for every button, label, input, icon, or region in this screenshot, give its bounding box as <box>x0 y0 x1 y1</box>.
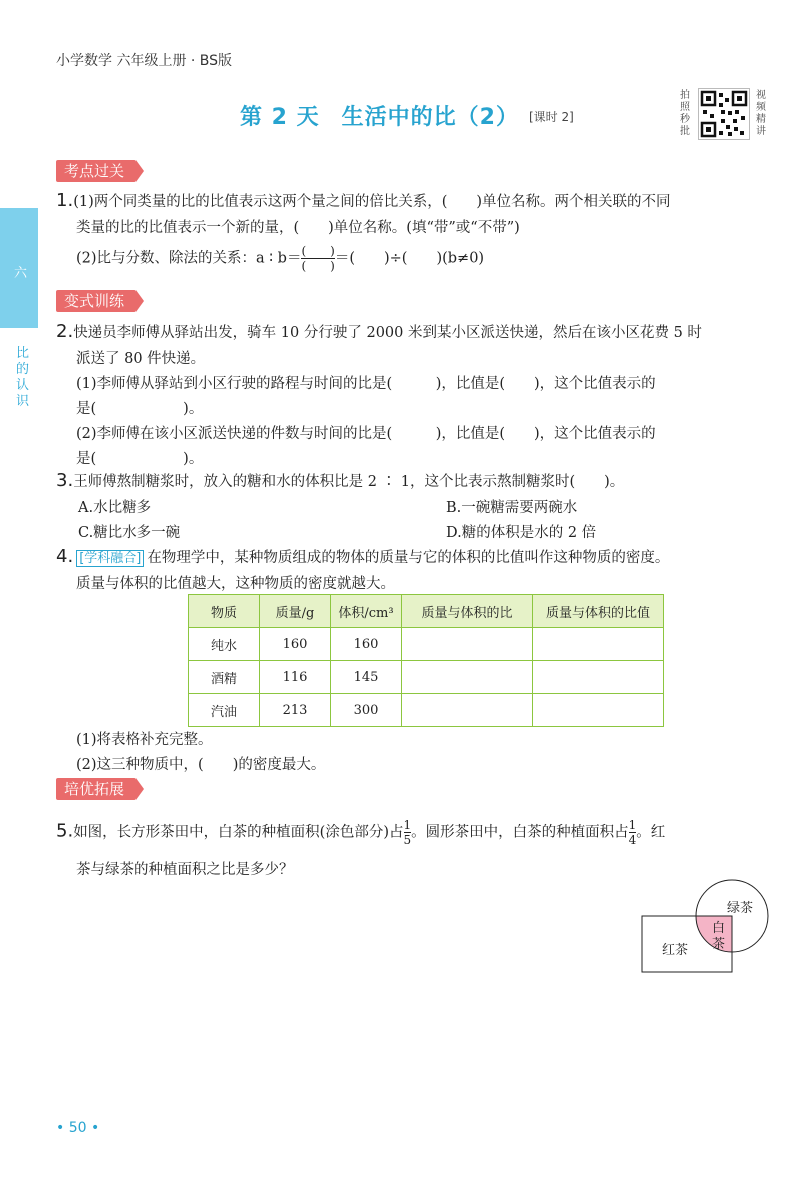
table-cell: 116 <box>260 661 331 694</box>
q3-text: 王师傅熬制糖浆时，放入的糖和水的体积比是 2 ∶ 1，这个比表示熬制糖浆时( )。 <box>73 474 625 490</box>
qr-left-label: 拍照秒批 <box>680 90 690 137</box>
q5-number: 5. <box>56 820 74 842</box>
table-answer-cell[interactable] <box>402 694 533 727</box>
table-cell: 160 <box>260 628 331 661</box>
q1-fraction <box>301 244 334 273</box>
subject-tag: [学科融合] <box>76 550 144 567</box>
q2-text-1: 快递员李师傅从驿站出发，骑车 10 分行驶了 2000 米到某小区派送快递，然后在该小区花费 5 时 <box>73 325 702 341</box>
q1-line-2: 类量的比的比值表示一个新的量，( )单位名称。(填“带”或“不带”) <box>76 220 520 236</box>
q1-frac-den: ( ) <box>301 259 335 273</box>
chapter-topic: 比的认识 <box>16 346 30 409</box>
q2-line-2: 派送了 80 件快递。 <box>76 351 206 367</box>
density-table <box>188 594 664 727</box>
page-title <box>240 100 574 131</box>
q1-division-text: ＝( )÷( )(b≠0) <box>334 250 485 267</box>
q1-text-1: (1)两个同类量的比的比值表示这两个量之间的倍比关系，( )单位名称。两个相关联的不同 <box>73 194 671 210</box>
q1-line-3 <box>76 244 484 273</box>
q3-option-a: A.水比糖多 <box>78 500 152 516</box>
frac1-num: 1 <box>403 818 412 832</box>
chapter-number: 六 <box>14 266 28 281</box>
q5-text-b: 。圆形茶田中，白茶的种植面积占 <box>411 824 629 841</box>
q5-fraction-1 <box>404 818 412 847</box>
q2-line-6: 是( )。 <box>76 451 204 467</box>
qr-right-label: 视频精讲 <box>756 90 766 137</box>
q3-option-b: B.一碗糖需要两碗水 <box>446 500 578 516</box>
q3-option-d: D.糖的体积是水的 2 倍 <box>446 525 597 541</box>
page-number: • 50 • <box>56 1120 100 1136</box>
table-header-cell: 质量/g <box>260 595 331 628</box>
table-answer-cell[interactable] <box>402 628 533 661</box>
table-cell: 纯水 <box>189 628 260 661</box>
title-text: 生活中的比（2） <box>341 105 519 130</box>
lesson-label: [课时 2] <box>528 110 574 124</box>
q4-line-1 <box>56 546 669 567</box>
table-row <box>189 628 664 661</box>
q3-option-c: C.糖比水多一碗 <box>78 525 181 541</box>
white-tea-label-2: 茶 <box>712 937 726 952</box>
table-cell: 酒精 <box>189 661 260 694</box>
table-cell: 213 <box>260 694 331 727</box>
table-cell: 300 <box>331 694 402 727</box>
section-tag-1: 考点过关 <box>56 160 136 182</box>
q1-ratio-text: (2)比与分数、除法的关系：a ∶ b＝ <box>76 250 302 267</box>
q3-number: 3. <box>56 470 74 491</box>
table-answer-cell[interactable] <box>533 628 664 661</box>
q2-line-5: (2)李师傅在该小区派送快递的件数与时间的比是( )，比值是( )，这个比值表示的 <box>76 426 656 442</box>
q2-number: 2. <box>56 321 74 342</box>
table-header-cell: 体积/cm³ <box>331 595 402 628</box>
table-cell: 汽油 <box>189 694 260 727</box>
q4-sub-2: (2)这三种物质中，( )的密度最大。 <box>76 757 326 773</box>
frac2-num: 1 <box>628 818 637 832</box>
q4-line-2: 质量与体积的比值越大，这种物质的密度就越大。 <box>76 576 395 592</box>
table-header-cell: 物质 <box>189 595 260 628</box>
table-answer-cell[interactable] <box>533 661 664 694</box>
green-tea-label: 绿茶 <box>727 901 754 916</box>
q5-line-2: 茶与绿茶的种植面积之比是多少？ <box>76 862 294 878</box>
red-tea-label: 红茶 <box>662 943 689 958</box>
table-answer-cell[interactable] <box>533 694 664 727</box>
white-tea-label-1: 白 <box>712 921 726 936</box>
day-label: 第 2 天 <box>240 105 320 130</box>
table-header-cell: 质量与体积的比 <box>402 595 533 628</box>
section-tag-3: 培优拓展 <box>56 778 136 800</box>
q5-text-c: 。红 <box>636 824 666 841</box>
frac2-den: 4 <box>628 833 637 847</box>
table-cell: 145 <box>331 661 402 694</box>
table-answer-cell[interactable] <box>402 661 533 694</box>
q1-line-1 <box>56 190 671 211</box>
table-row <box>189 694 664 727</box>
q4-number: 4. <box>56 546 74 567</box>
frac1-den: 5 <box>403 833 412 847</box>
qr-code-icon <box>698 88 750 140</box>
q2-line-3: (1)李师傅从驿站到小区行驶的路程与时间的比是( )，比值是( )，这个比值表示的 <box>76 376 656 392</box>
table-header-row <box>189 595 664 628</box>
q2-line-1 <box>56 321 702 342</box>
q3-line <box>56 470 624 491</box>
section-tag-2: 变式训练 <box>56 290 136 312</box>
q1-frac-num: ( ) <box>301 244 335 258</box>
book-header: 小学数学 六年级上册 · BS版 <box>56 53 233 69</box>
q5-line-1 <box>56 818 665 847</box>
table-header-cell: 质量与体积的比值 <box>533 595 664 628</box>
q4-sub-1: (1)将表格补充完整。 <box>76 732 213 748</box>
q2-line-4: 是( )。 <box>76 401 204 417</box>
q4-text-1: 在物理学中，某种物质组成的物体的质量与它的体积的比值叫作这种物质的密度。 <box>147 550 670 566</box>
table-row <box>189 661 664 694</box>
tea-field-figure <box>630 860 780 980</box>
q1-number: 1. <box>56 190 74 211</box>
table-cell: 160 <box>331 628 402 661</box>
q5-text-a: 如图，长方形茶田中，白茶的种植面积(涂色部分)占 <box>73 824 404 841</box>
